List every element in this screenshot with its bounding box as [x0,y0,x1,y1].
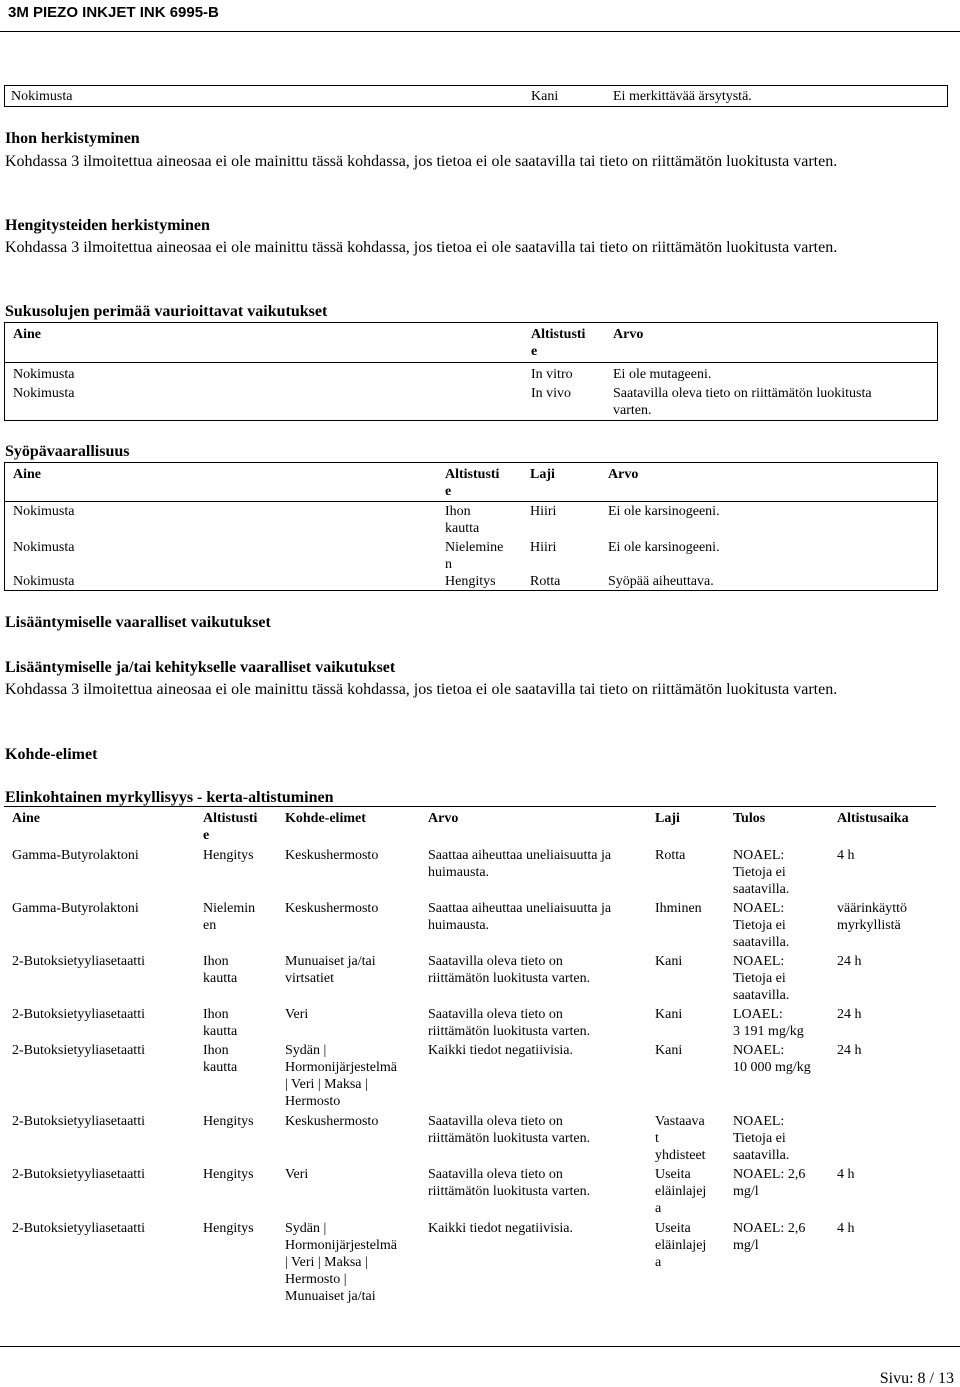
muta-table [4,322,938,421]
target-header-aika: Altistusaika [837,811,909,826]
target-cell-tulos: NOAEL: 2,6 mg/l [733,1167,806,1199]
target-cell-arvo: Saatavilla oleva tieto on riittämätön luokitusta varten. [428,1114,591,1146]
target-cell-laji: Kani [655,954,683,969]
target-cell-tulos: NOAEL: Tietoja ei saatavilla. [733,1114,790,1163]
target-cell-kohde: Sydän | Hormonijärjestelmä | Veri | Maksa | Hermosto [285,1043,397,1109]
carc-cell-laji: Hiiri [530,540,557,555]
carc-cell-aine: Nokimusta [13,540,75,555]
muta-cell-aine: Nokimusta [13,367,75,382]
document-title: 3M PIEZO INKJET INK 6995-B [8,4,219,21]
document-header [0,0,960,32]
target-cell-alt: Ihon kautta [203,1007,238,1039]
target-cell-aika: 4 h [837,1221,855,1236]
target-cell-arvo: Saattaa aiheuttaa uneliaisuutta ja huimausta. [428,848,612,880]
target-cell-tulos: NOAEL: Tietoja ei saatavilla. [733,954,790,1003]
carc-header-arvo: Arvo [608,467,639,482]
carc-table [4,462,938,591]
carc-cell-alt: Ihon kautta [445,504,480,536]
target-cell-aine: Gamma-Butyrolaktoni [12,848,139,863]
target-cell-aine: 2-Butoksietyyliasetaatti [12,1114,145,1129]
target-cell-tulos: NOAEL: 10 000 mg/kg [733,1043,811,1075]
target-cell-arvo: Saattaa aiheuttaa uneliaisuutta ja huimausta. [428,901,612,933]
target-cell-alt: Hengitys [203,848,254,863]
target-cell-tulos: NOAEL: Tietoja ei saatavilla. [733,848,790,897]
target-cell-arvo: Kaikki tiedot negatiivisia. [428,1221,574,1236]
resp-sens-title: Hengitysteiden herkistyminen [5,217,210,234]
skin-sens-text: Kohdassa 3 ilmoitettua aineosaa ei ole mainittu tässä kohdassa, jos tietoa ei ole saatavilla tai tieto on riittämätön luokitusta varten. [5,153,838,170]
carc-cell-laji: Rotta [530,574,561,589]
target-cell-aika: 24 h [837,954,862,969]
irritation-aine: Nokimusta [11,89,73,104]
target-cell-aine: 2-Butoksietyyliasetaatti [12,954,145,969]
target-cell-aika: 24 h [837,1043,862,1058]
target-header-arvo: Arvo [428,811,459,826]
target-cell-laji: Kani [655,1007,683,1022]
muta-cell-alt: In vivo [531,386,572,401]
target-header-tulos: Tulos [733,811,766,826]
muta-header-alt: Altistusti e [531,327,586,359]
carc-cell-arvo: Ei ole karsinogeeni. [608,540,720,555]
target-cell-aika: väärinkäyttö myrkyllistä [837,901,907,933]
target-header-alt: Altistusti e [203,811,258,843]
muta-cell-arvo: Ei ole mutageeni. [613,367,712,382]
carc-cell-aine: Nokimusta [13,574,75,589]
target-cell-aine: 2-Butoksietyyliasetaatti [12,1221,145,1236]
irritation-laji: Kani [531,89,559,104]
target-cell-kohde: Munuaiset ja/tai virtsatiet [285,954,376,986]
target-table-top-rule [4,806,936,807]
target-cell-tulos: NOAEL: 2,6 mg/l [733,1221,806,1253]
muta-header-aine: Aine [13,327,41,342]
target-cell-arvo: Saatavilla oleva tieto on riittämätön luokitusta varten. [428,954,591,986]
repro-title: Lisääntymiselle vaaralliset vaikutukset [5,614,271,631]
irritation-arvo: Ei merkittävää ärsytystä. [613,89,752,104]
carc-cell-arvo: Ei ole karsinogeeni. [608,504,720,519]
target-cell-aine: 2-Butoksietyyliasetaatti [12,1167,145,1182]
muta-header-arvo: Arvo [613,327,644,342]
muta-cell-aine: Nokimusta [13,386,75,401]
target-cell-kohde: Keskushermosto [285,1114,379,1129]
target-cell-kohde: Keskushermosto [285,901,379,916]
skin-sens-title: Ihon herkistyminen [5,130,140,147]
target-cell-arvo: Saatavilla oleva tieto on riittämätön luokitusta varten. [428,1007,591,1039]
target-cell-alt: Nielemin en [203,901,256,933]
target-cell-tulos: NOAEL: Tietoja ei saatavilla. [733,901,790,950]
target-cell-alt: Ihon kautta [203,1043,238,1075]
target-cell-kohde: Veri [285,1007,309,1022]
carc-cell-arvo: Syöpää aiheuttava. [608,574,714,589]
target-cell-aika: 4 h [837,848,855,863]
carc-header-aine: Aine [13,467,41,482]
page-number: Sivu: 8 / 13 [879,1370,954,1387]
target-cell-alt: Hengitys [203,1221,254,1236]
target-cell-laji: Useita eläinlajej a [655,1221,707,1270]
target-header-laji: Laji [655,811,680,826]
repro-text: Kohdassa 3 ilmoitettua aineosaa ei ole mainittu tässä kohdassa, jos tietoa ei ole saatavilla tai tieto on riittämätön luokitusta varten. [5,681,838,698]
target-cell-alt: Ihon kautta [203,954,238,986]
repro-subtitle: Lisääntymiselle ja/tai kehitykselle vaaralliset vaikutukset [5,659,396,676]
target-cell-aine: 2-Butoksietyyliasetaatti [12,1007,145,1022]
target-header-aine: Aine [12,811,40,826]
target-cell-arvo: Kaikki tiedot negatiivisia. [428,1043,574,1058]
target-cell-kohde: Sydän | Hormonijärjestelmä | Veri | Maksa | Hermosto | Munuaiset ja/tai [285,1221,397,1304]
target-cell-aine: Gamma-Butyrolaktoni [12,901,139,916]
carc-cell-alt: Nielemine n [445,540,504,572]
target-cell-alt: Hengitys [203,1114,254,1129]
footer-rule [0,1346,960,1347]
target-cell-kohde: Veri [285,1167,309,1182]
target-cell-alt: Hengitys [203,1167,254,1182]
carc-cell-alt: Hengitys [445,574,496,589]
carc-cell-laji: Hiiri [530,504,557,519]
muta-cell-arvo: Saatavilla oleva tieto on riittämätön luokitusta varten. [613,386,872,418]
target-cell-arvo: Saatavilla oleva tieto on riittämätön luokitusta varten. [428,1167,591,1199]
carc-header-laji: Laji [530,467,555,482]
target-cell-laji: Rotta [655,848,686,863]
carc-cell-aine: Nokimusta [13,504,75,519]
target-title: Kohde-elimet [5,746,98,763]
target-cell-tulos: LOAEL: 3 191 mg/kg [733,1007,804,1039]
target-cell-aika: 4 h [837,1167,855,1182]
target-cell-laji: Kani [655,1043,683,1058]
target-subtitle: Elinkohtainen myrkyllisyys - kerta-altistuminen [5,789,334,806]
muta-title: Sukusolujen perimää vaurioittavat vaikutukset [5,303,328,320]
target-cell-aine: 2-Butoksietyyliasetaatti [12,1043,145,1058]
target-cell-kohde: Keskushermosto [285,848,379,863]
target-cell-laji: Vastaava t yhdisteet [655,1114,706,1163]
muta-cell-alt: In vitro [531,367,573,382]
target-header-kohde: Kohde-elimet [285,811,366,826]
target-cell-laji: Ihminen [655,901,702,916]
irritation-row [4,85,948,107]
target-cell-aika: 24 h [837,1007,862,1022]
target-cell-laji: Useita eläinlajej a [655,1167,707,1216]
resp-sens-text: Kohdassa 3 ilmoitettua aineosaa ei ole mainittu tässä kohdassa, jos tietoa ei ole saatavilla tai tieto on riittämätön luokitusta varten. [5,239,838,256]
carc-title: Syöpävaarallisuus [5,443,130,460]
carc-header-alt: Altistusti e [445,467,500,499]
